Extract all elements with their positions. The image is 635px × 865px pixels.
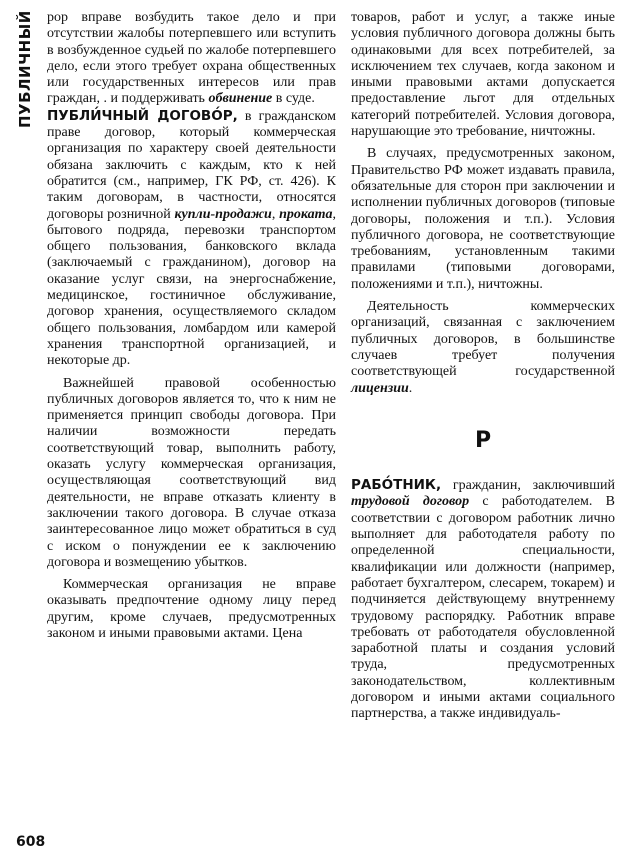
paragraph-text: . (408, 380, 413, 396)
entry-publichny-dogovor (47, 108, 336, 370)
entry-text: в гражданском праве договор, который коммерческая организация по характеру своей деятельности обязана заключить с каждым, кто к ней обратится (см., например, ГК РФ, ст. 426). К таким договорам, в частности, относятся договоры розничной (47, 108, 337, 222)
right-column (351, 10, 615, 723)
entry-text: , бытового подряда, перевозки транспортом общего пользования, банковского вклада (заключаемый с гражданином), договор на оказание услуг связи, на энергоснабжение, медицинское, гостиничное обслуживание, договор хранения, осуществляемого складом общего пользования, ломбардом или камерой хранения транспортной организацией, и некоторые др. (47, 206, 337, 369)
entry-headword: ПУБЛИ́ЧНЫЙ ДОГОВО́Р, (47, 107, 238, 124)
paragraph-text: рор вправе возбудить такое дело и при отсутствии жалобы потерпевшего или вступить в возбужденное судьей по жалобе потерпевшего дело, если этого требует охрана общественных или государственных интересов или прав граждан, . и поддерживать (47, 10, 336, 107)
section-letter: Р (474, 427, 492, 453)
paragraph-continuation (47, 10, 336, 108)
entry-text: с работодателем. В соответствии с договором работник лично выполняет для работодателя работу по определенной специальности, квалификации или должности (например, работает бухгалтером, слесарем, токарем) и подчиняется действующему внутреннему трудовому распорядку. Работник вправе требовать от работодателя обусловленной заработной платы и создания условий труда, предусмотренных законодательством, коллективным договором и иными актами социального партнерства, а также индивидуаль- (351, 494, 615, 722)
page-number: 608 (16, 834, 46, 850)
left-column (47, 10, 336, 642)
entry-text: гражданин, заключивший (452, 478, 616, 494)
cross-reference[interactable]: купли-продажи (174, 206, 272, 222)
paragraph-text: в суде. (275, 91, 315, 107)
entry-headword: РАБО́ТНИК, (351, 477, 442, 494)
entry-text: , (271, 206, 276, 222)
paragraph: Коммерческая организация не вправе оказывать предпочтение одному лицу перед другим, кроме случаев, предусмотренных законом и иными правовыми актами. Цена (47, 577, 336, 641)
paragraph: Важнейшей правовой особенностью публичных договоров является то, что к ним не применяется принцип свободы договора. При наличии возможности передать соответствующий товар, выполнить работу, оказать услугу коммерческая организация, осуществляющая соответствующий вид деятельности, не вправе отказать клиенту в заключении такого договора. В случае отказа заинтересованное лицо может обратиться в суд с иском о понуждении ее к заключению договора и возмещению убытков. (47, 375, 336, 570)
cross-reference[interactable]: трудовой договор (351, 494, 470, 510)
cross-reference[interactable]: обвинение (208, 91, 273, 107)
paragraph-text: Деятельность коммерческих организаций, связанная с заключением публичных договоров, в большинстве случаев требует получения соответствующей государственной (351, 299, 615, 380)
paragraph-licence (351, 299, 615, 397)
entry-rabotnik (351, 477, 615, 722)
paragraph: товаров, работ и услуг, а также иные условия публичного договора должны быть одинаковыми для всех потребителей, за исключением тех случаев, когда законом и иными правовыми актами допускается предоставление льгот для отдельных категорий потребителей. Условия договора, нарушающие это требование, ничтожны. (351, 10, 615, 140)
running-head: ПУБЛИЧНЫЙ (16, 10, 34, 128)
cross-reference[interactable]: лицензии (351, 380, 409, 396)
paragraph: В случаях, предусмотренных законом, Правительство РФ может издавать правила, обязательные для сторон при заключении и исполнении публичных договоров (типовые договоры, положения и т.п.). Условия публичного договора, не соответствующие требованиям, установленным такими правилами (типовыми договорами, положениями и т.п.), ничтожны. (351, 146, 615, 292)
cross-reference[interactable]: проката (279, 206, 333, 222)
